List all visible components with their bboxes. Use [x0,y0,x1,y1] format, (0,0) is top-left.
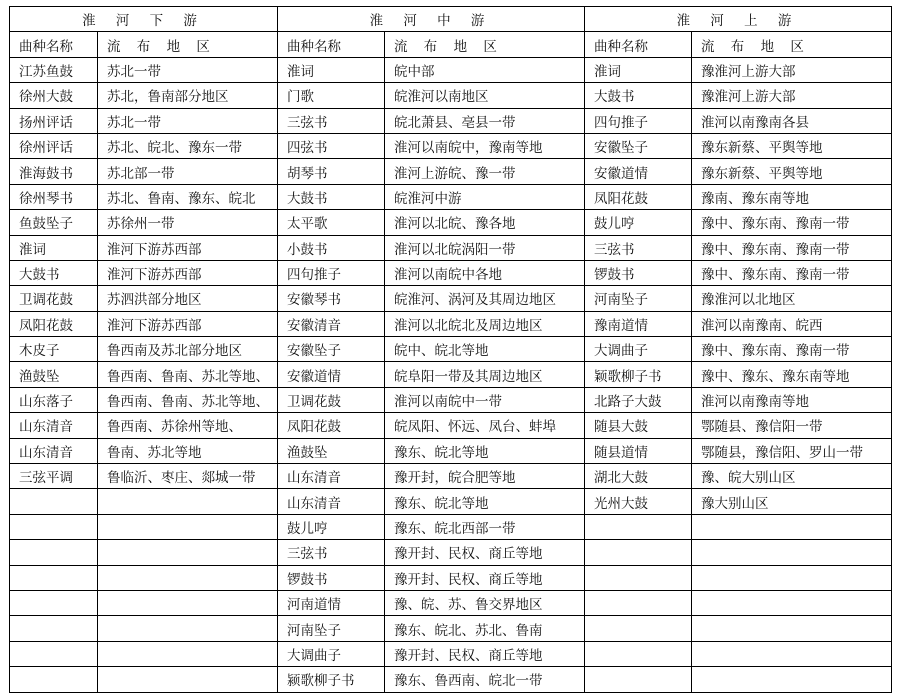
table-row [10,133,892,158]
middle-area-cell: 豫开封、民权、商丘等地 [385,641,585,666]
lower-name-cell: 山东清音 [10,413,98,438]
table-row [10,311,892,336]
region-lower-header: 淮 河 下 游 [10,7,278,32]
middle-area-header: 流 布 地 区 [385,32,585,57]
middle-name-cell: 三弦书 [278,108,385,133]
upper-area-cell: 豫中、豫东、豫东南等地 [692,362,892,387]
lower-name-cell [10,514,98,539]
table-row [10,210,892,235]
middle-area-cell: 淮河上游皖、豫一带 [385,159,585,184]
middle-area-cell: 皖中部 [385,57,585,82]
middle-area-cell: 淮河以北皖涡阳一带 [385,235,585,260]
lower-area-cell: 淮河下游苏西部 [98,260,278,285]
table-row [10,590,892,615]
lower-name-cell: 木皮子 [10,337,98,362]
upper-area-cell: 豫中、豫东南、豫南一带 [692,235,892,260]
middle-area-cell: 皖淮河、涡河及其周边地区 [385,286,585,311]
table-row [10,108,892,133]
upper-area-cell [692,590,892,615]
middle-area-cell: 豫东、皖北、苏北、鲁南 [385,616,585,641]
lower-name-cell: 渔鼓坠 [10,362,98,387]
middle-area-cell: 豫开封、民权、商丘等地 [385,540,585,565]
middle-area-cell: 豫东、皖北西部一带 [385,514,585,539]
upper-area-cell: 豫东新蔡、平舆等地 [692,133,892,158]
lower-name-cell [10,590,98,615]
middle-area-cell: 豫东、鲁西南、皖北一带 [385,667,585,692]
table-row [10,362,892,387]
lower-area-cell [98,514,278,539]
middle-name-cell: 安徽坠子 [278,337,385,362]
lower-area-cell [98,641,278,666]
upper-area-cell: 豫、皖大别山区 [692,464,892,489]
middle-name-cell: 河南道情 [278,590,385,615]
lower-name-cell: 江苏鱼鼓 [10,57,98,82]
upper-name-cell [585,540,692,565]
lower-name-cell: 山东落子 [10,387,98,412]
upper-area-cell [692,667,892,692]
column-header-row [10,32,892,57]
table-row [10,540,892,565]
middle-area-cell: 淮河以北皖、豫各地 [385,210,585,235]
middle-area-cell: 皖淮河中游 [385,184,585,209]
middle-name-cell: 卫调花鼓 [278,387,385,412]
middle-name-cell: 门歌 [278,83,385,108]
lower-name-cell: 三弦平调 [10,464,98,489]
middle-area-cell: 豫开封，皖合肥等地 [385,464,585,489]
middle-area-cell: 豫开封、民权、商丘等地 [385,565,585,590]
region-upper-header: 淮 河 上 游 [585,7,892,32]
table-row [10,159,892,184]
middle-area-cell: 豫东、皖北等地 [385,438,585,463]
lower-area-cell: 淮河下游苏西部 [98,311,278,336]
middle-name-cell: 鼓儿哼 [278,514,385,539]
upper-area-cell [692,514,892,539]
upper-name-cell: 锣鼓书 [585,260,692,285]
lower-area-cell: 鲁西南、苏徐州等地、 [98,413,278,438]
middle-area-cell: 皖凤阳、怀远、凤台、蚌埠 [385,413,585,438]
lower-name-cell: 卫调花鼓 [10,286,98,311]
middle-area-cell: 淮河以南皖中各地 [385,260,585,285]
middle-name-cell: 三弦书 [278,540,385,565]
upper-area-cell: 淮河以南豫南等地 [692,387,892,412]
upper-area-cell [692,616,892,641]
upper-name-cell: 鼓儿哼 [585,210,692,235]
lower-name-cell [10,616,98,641]
table-row [10,184,892,209]
table-row [10,413,892,438]
middle-name-cell: 大鼓书 [278,184,385,209]
lower-name-cell: 淮词 [10,235,98,260]
middle-name-cell: 四弦书 [278,133,385,158]
upper-name-cell: 随县大鼓 [585,413,692,438]
upper-name-cell: 豫南道情 [585,311,692,336]
middle-name-cell: 安徽清音 [278,311,385,336]
middle-area-cell: 皖北萧县、亳县一带 [385,108,585,133]
upper-name-cell [585,514,692,539]
lower-area-cell: 苏北、鲁南、豫东、皖北 [98,184,278,209]
upper-name-cell: 随县道情 [585,438,692,463]
upper-name-cell: 大调曲子 [585,337,692,362]
upper-area-cell [692,565,892,590]
table-row [10,57,892,82]
upper-name-cell [585,590,692,615]
lower-area-cell [98,616,278,641]
lower-name-cell [10,489,98,514]
middle-area-cell: 豫东、皖北等地 [385,489,585,514]
table-row [10,489,892,514]
upper-area-cell: 淮河以南豫南、皖西 [692,311,892,336]
lower-area-cell: 苏北一带 [98,57,278,82]
upper-area-cell [692,641,892,666]
upper-area-cell: 鄂随县、豫信阳一带 [692,413,892,438]
upper-area-cell: 豫大别山区 [692,489,892,514]
upper-area-cell: 豫中、豫东南、豫南一带 [692,210,892,235]
lower-area-cell: 鲁西南、鲁南、苏北等地、 [98,362,278,387]
lower-area-cell [98,489,278,514]
middle-name-cell: 淮词 [278,57,385,82]
lower-name-cell: 扬州评话 [10,108,98,133]
middle-name-cell: 太平歌 [278,210,385,235]
upper-name-cell [585,641,692,666]
table-row [10,260,892,285]
middle-name-cell: 河南坠子 [278,616,385,641]
upper-name-cell: 四句推子 [585,108,692,133]
lower-area-cell [98,540,278,565]
lower-area-cell: 苏北，鲁南部分地区 [98,83,278,108]
upper-name-cell: 安徽坠子 [585,133,692,158]
table-row [10,514,892,539]
upper-name-cell: 光州大鼓 [585,489,692,514]
lower-area-cell [98,590,278,615]
middle-area-cell: 淮河以南皖中一带 [385,387,585,412]
table-row [10,235,892,260]
upper-area-cell: 鄂随县，豫信阳、罗山一带 [692,438,892,463]
lower-name-cell: 鱼鼓坠子 [10,210,98,235]
upper-area-cell: 豫中、豫东南、豫南一带 [692,260,892,285]
table-row [10,438,892,463]
middle-name-cell: 山东清音 [278,489,385,514]
table-row [10,667,892,692]
middle-name-header: 曲种名称 [278,32,385,57]
table-row [10,337,892,362]
table-row [10,464,892,489]
table-row [10,83,892,108]
upper-area-cell: 豫中、豫东南、豫南一带 [692,337,892,362]
upper-area-cell: 豫淮河以北地区 [692,286,892,311]
lower-area-cell: 苏泗洪部分地区 [98,286,278,311]
middle-name-cell: 安徽道情 [278,362,385,387]
middle-area-cell: 淮河以南皖中，豫南等地 [385,133,585,158]
lower-name-cell: 山东清音 [10,438,98,463]
region-middle-header: 淮 河 中 游 [278,7,585,32]
lower-name-cell: 凤阳花鼓 [10,311,98,336]
lower-area-cell: 鲁临沂、枣庄、郯城一带 [98,464,278,489]
middle-area-cell: 皖淮河以南地区 [385,83,585,108]
upper-area-cell: 豫南、豫东南等地 [692,184,892,209]
table-row [10,286,892,311]
upper-area-header: 流 布 地 区 [692,32,892,57]
upper-name-cell: 安徽道情 [585,159,692,184]
lower-name-header: 曲种名称 [10,32,98,57]
middle-name-cell: 胡琴书 [278,159,385,184]
lower-name-cell [10,667,98,692]
lower-area-cell: 鲁西南、鲁南、苏北等地、 [98,387,278,412]
upper-name-cell: 三弦书 [585,235,692,260]
lower-area-cell [98,667,278,692]
lower-area-cell: 鲁西南及苏北部分地区 [98,337,278,362]
middle-name-cell: 颍歌柳子书 [278,667,385,692]
upper-area-cell: 豫东新蔡、平舆等地 [692,159,892,184]
upper-area-cell: 淮河以南豫南各县 [692,108,892,133]
upper-name-cell: 淮词 [585,57,692,82]
upper-name-cell: 湖北大鼓 [585,464,692,489]
middle-name-cell: 小鼓书 [278,235,385,260]
middle-name-cell: 大调曲子 [278,641,385,666]
middle-area-cell: 豫、皖、苏、鲁交界地区 [385,590,585,615]
upper-name-cell [585,667,692,692]
middle-name-cell: 安徽琴书 [278,286,385,311]
lower-area-cell: 苏北一带 [98,108,278,133]
upper-name-cell [585,565,692,590]
table-row [10,616,892,641]
table-row [10,387,892,412]
middle-name-cell: 四句推子 [278,260,385,285]
lower-area-cell: 淮河下游苏西部 [98,235,278,260]
upper-name-cell [585,616,692,641]
lower-name-cell: 大鼓书 [10,260,98,285]
lower-name-cell: 徐州琴书 [10,184,98,209]
table-row [10,565,892,590]
middle-name-cell: 山东清音 [278,464,385,489]
lower-name-cell: 徐州评话 [10,133,98,158]
upper-name-cell: 大鼓书 [585,83,692,108]
lower-name-cell: 徐州大鼓 [10,83,98,108]
table-row [10,641,892,666]
lower-name-cell [10,641,98,666]
middle-area-cell: 淮河以北皖北及周边地区 [385,311,585,336]
lower-area-cell: 鲁南、苏北等地 [98,438,278,463]
middle-name-cell: 凤阳花鼓 [278,413,385,438]
upper-name-cell: 河南坠子 [585,286,692,311]
upper-area-cell: 豫淮河上游大部 [692,83,892,108]
lower-area-cell: 苏徐州一带 [98,210,278,235]
upper-area-cell: 豫淮河上游大部 [692,57,892,82]
middle-name-cell: 渔鼓坠 [278,438,385,463]
middle-area-cell: 皖阜阳一带及其周边地区 [385,362,585,387]
lower-area-cell: 苏北、皖北、豫东一带 [98,133,278,158]
lower-name-cell [10,565,98,590]
upper-name-cell: 凤阳花鼓 [585,184,692,209]
quyi-distribution-table [9,6,892,693]
lower-name-cell: 淮海鼓书 [10,159,98,184]
middle-area-cell: 皖中、皖北等地 [385,337,585,362]
region-header-row [10,7,892,32]
upper-name-cell: 颖歌柳子书 [585,362,692,387]
upper-name-header: 曲种名称 [585,32,692,57]
middle-name-cell: 锣鼓书 [278,565,385,590]
upper-area-cell [692,540,892,565]
lower-area-cell [98,565,278,590]
lower-area-cell: 苏北部一带 [98,159,278,184]
lower-name-cell [10,540,98,565]
lower-area-header: 流 布 地 区 [98,32,278,57]
upper-name-cell: 北路子大鼓 [585,387,692,412]
